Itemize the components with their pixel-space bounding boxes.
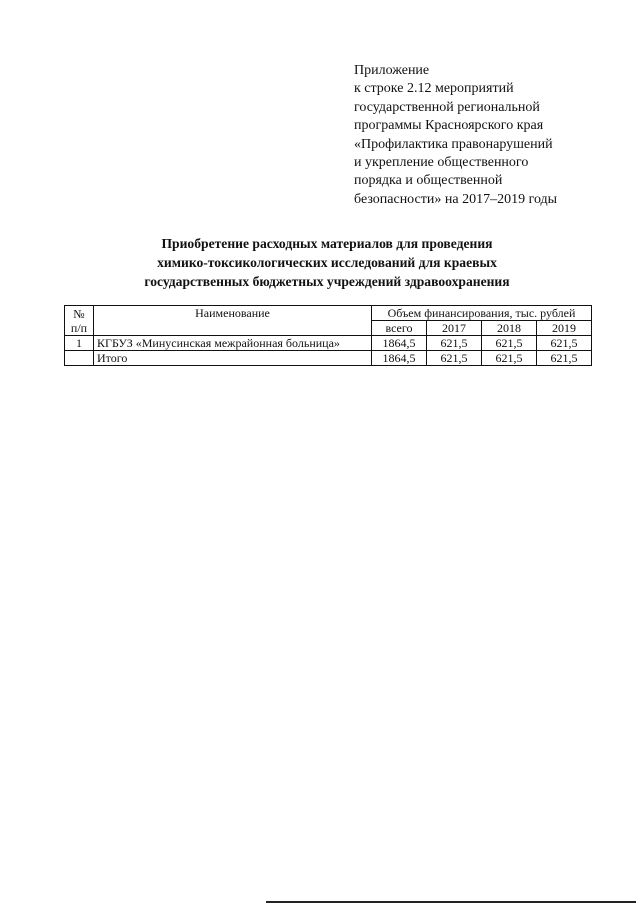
appendix-line: Приложение: [354, 63, 430, 78]
appendix-line: программы Красноярского края: [354, 118, 544, 134]
header-cell-year: 2019: [537, 321, 592, 336]
row-value: 621,5: [482, 351, 537, 366]
row-value: 621,5: [427, 351, 482, 366]
document-title: [60, 234, 594, 291]
header-cell-total: всего: [372, 321, 427, 336]
header-cell-year: 2018: [482, 321, 537, 336]
row-name: КГБУЗ «Минусинская межрайонная больница»: [94, 336, 372, 351]
title-line: Приобретение расходных материалов для проведения: [161, 236, 493, 251]
appendix-note: [354, 62, 614, 209]
header-cell-year: 2017: [427, 321, 482, 336]
title-line: химико-токсикологических исследований для краевых: [157, 255, 497, 270]
header-number-line1: №: [73, 306, 85, 321]
header-cell-name: Наименование: [94, 306, 372, 336]
funding-table: [64, 305, 592, 366]
row-total: 1864,5: [372, 336, 427, 351]
row-number: [65, 351, 94, 366]
appendix-line: безопасности» на 2017–2019 годы: [354, 191, 558, 207]
table-row-total: [65, 351, 592, 366]
header-cell-funding: Объем финансирования, тыс. рублей: [372, 306, 592, 321]
appendix-line: и укрепление общественного: [354, 155, 529, 171]
table-header-row: [65, 306, 592, 321]
table-row: [65, 336, 592, 351]
header-cell-number: [65, 306, 94, 336]
appendix-line: порядка и общественной: [354, 173, 503, 189]
appendix-line: государственной региональной: [354, 99, 540, 115]
scan-edge-line: [266, 901, 636, 903]
row-value: 621,5: [537, 336, 592, 351]
title-line: государственных бюджетных учреждений здравоохранения: [144, 274, 510, 289]
row-name: Итого: [94, 351, 372, 366]
appendix-line: «Профилактика правонарушений: [354, 136, 553, 152]
header-number-line2: п/п: [70, 320, 88, 335]
row-value: 621,5: [537, 351, 592, 366]
row-number: 1: [65, 336, 94, 351]
row-total: 1864,5: [372, 351, 427, 366]
row-value: 621,5: [482, 336, 537, 351]
appendix-line: к строке 2.12 мероприятий: [354, 81, 514, 97]
row-value: 621,5: [427, 336, 482, 351]
